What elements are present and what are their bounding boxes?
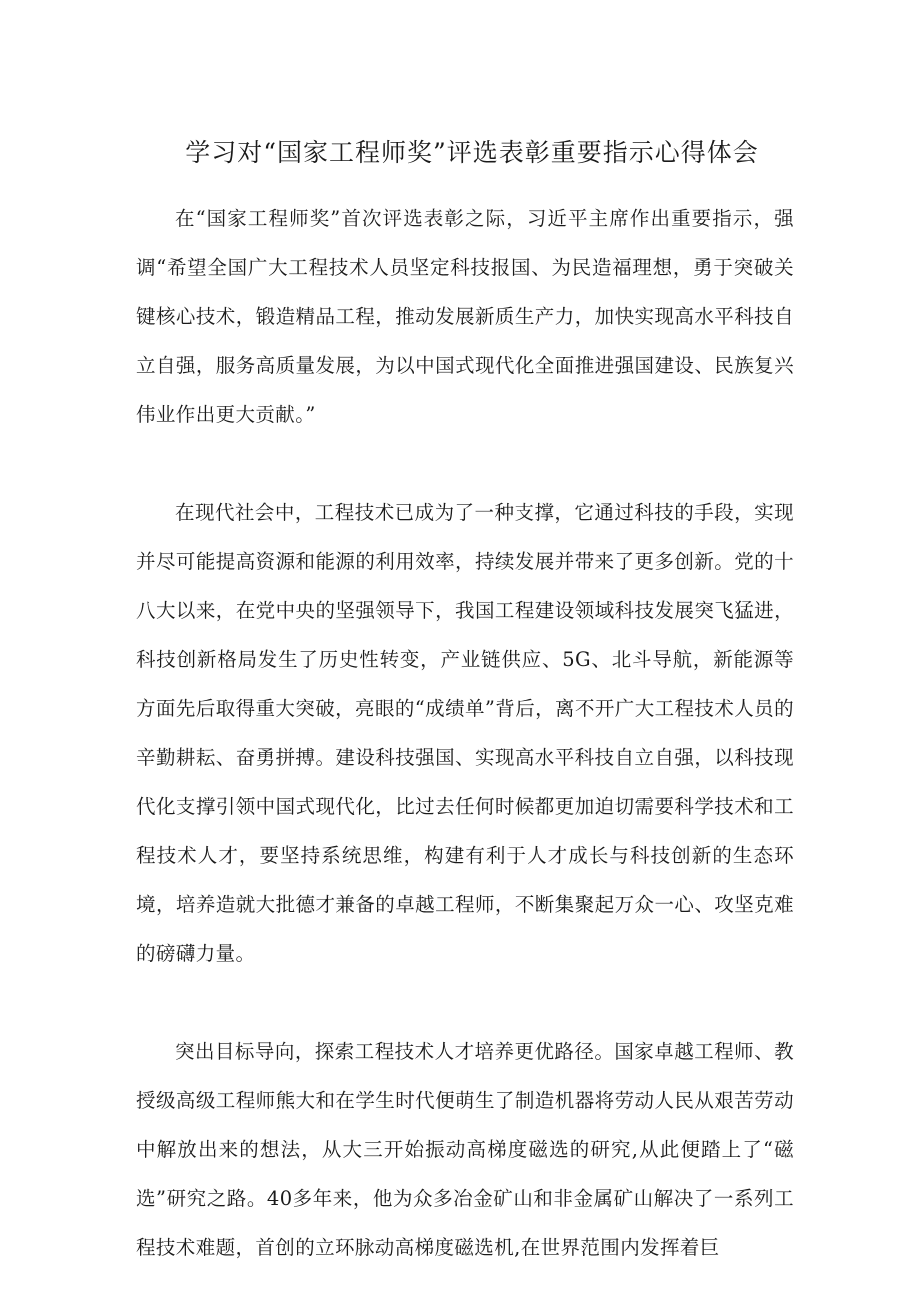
paragraph-2: 在现代社会中，工程技术已成为了一种支撑，它通过科技的手段，实现并尽可能提高资源和能源的利用效率，持续发展并带来了更多创新。党的十八大以来，在党中央的坚强领导下，我国工程建设领域科技发展突飞猛进，科技创新格局发生了历史性转变，产业链供应、5G、北斗导航，新能源等方面先后取得重大突破，亮眼的“成绩单”背后，离不开广大工程技术人员的辛勤耕耘、奋勇拼搏。建设科技强国、实现高水平科技自立自强，以科技现代化支撑引领中国式现代化，比过去任何时候都更加迫切需要科学技术和工程技术人才，要坚持系统思维，构建有利于人才成长与科技创新的生态环境，培养造就大批德才兼备的卓越工程师，不断集聚起万众一心、攻坚克难的磅礴力量。 (136, 501, 794, 965)
document-title: 学习对“国家工程师奖”评选表彰重要指示心得体会 (185, 138, 759, 167)
paragraph-3: 突出目标导向，探索工程技术人才培养更优路径。国家卓越工程师、教授级高级工程师熊大和在学生时代便萌生了制造机器将劳动人民从艰苦劳动中解放出来的想法，从大三开始振动高梯度磁选的研究,从此便踏上了“磁选”研究之路。40多年来，他为众多冶金矿山和非金属矿山解决了一系列工程技术难题，首创的立环脉动高梯度磁选机,在世界范围内发挥着巨 (136, 1040, 794, 1259)
paragraph-1: 在“国家工程师奖”首次评选表彰之际，习近平主席作出重要指示，强调“希望全国广大工程技术人员坚定科技报国、为民造福理想，勇于突破关键核心技术，锻造精品工程，推动发展新质生产力，加快实现高水平科技自立自强，服务高质量发展，为以中国式现代化全面推进强国建设、民族复兴伟业作出更大贡献。” (136, 207, 794, 426)
